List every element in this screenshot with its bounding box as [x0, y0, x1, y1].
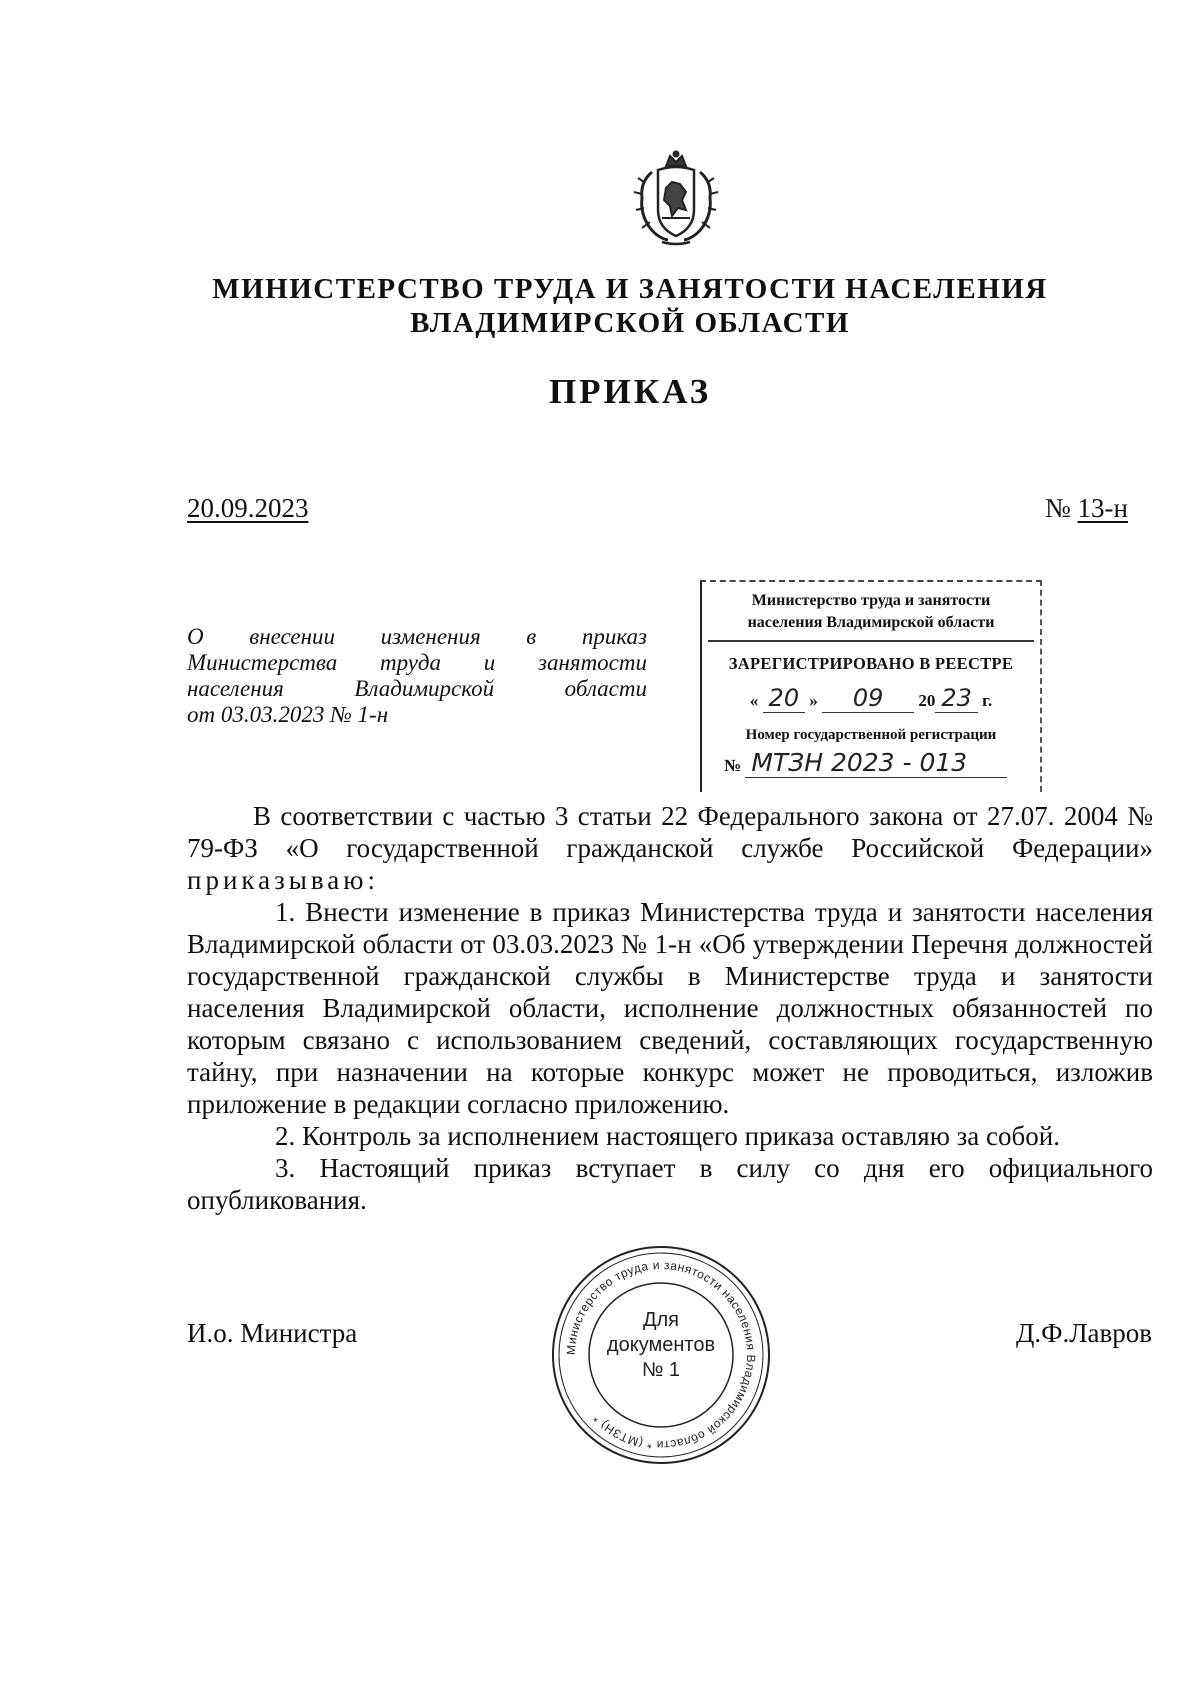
registered-label: ЗАРЕГИСТРИРОВАНО В РЕЕСТРЕ — [728, 654, 1014, 673]
order-item-2: 2. Контроль за исполнением настоящего приказа оставляю за собой. — [275, 1121, 1060, 1151]
order-subject-line: О внесении изменения в приказ — [187, 624, 647, 649]
order-body — [187, 800, 1153, 1216]
ministry-name — [160, 272, 1100, 340]
signatory-name: Д.Ф.Лавров — [1015, 1318, 1152, 1348]
order-subject-line: населения Владимирской области — [187, 676, 647, 701]
ministry-name-line2: ВЛАДИМИРСКОЙ ОБЛАСТИ — [410, 307, 850, 339]
seal-center-line2: документов — [606, 1334, 716, 1356]
order-item-3: 3. Настоящий приказ вступает в силу со дня его официального опубликования. — [187, 1153, 1153, 1215]
registration-stamp-org — [708, 582, 1034, 642]
ministry-name-line1: МИНИСТЕРСТВО ТРУДА И ЗАНЯТОСТИ НАСЕЛЕНИЯ — [212, 273, 1048, 305]
registration-stamp-org-line1: Министерство труда и занятости — [751, 592, 991, 609]
order-preamble — [187, 800, 1153, 896]
seal-center-line3: № 1 — [641, 1359, 681, 1381]
preamble-text: В соответствии с частью 3 статьи 22 Федерального закона от 27.07. 2004 № 79-ФЗ «О государственной гражданской службе Российской Федерации» — [187, 801, 1153, 863]
registration-number-prefix: № — [724, 756, 742, 775]
order-subject — [187, 624, 647, 728]
document-type-title: ПРИКАЗ — [548, 372, 712, 411]
order-number-prefix: № — [1045, 493, 1071, 523]
order-item-1: 1. Внести изменение в приказ Министерства труда и занятости населения Владимирской области от 03.03.2023 № 1-н «Об утверждении Перечня должностей государственной гражданской службы в Министерстве труда и занятости населения Владимирской области, исполнение должностных обязанностей по которым связано с использованием сведений, составляющих государственную тайну, при назначении на которые конкурс может не проводиться, изложив приложение в редакции согласно приложению. — [187, 897, 1153, 1119]
date-open-quote: « — [749, 691, 759, 710]
registration-year-prefix: 20 — [918, 691, 936, 710]
registration-month: 09 — [822, 684, 914, 713]
order-number-value: 13-н — [1077, 493, 1128, 523]
registration-number-label: Номер государственной регистрации — [745, 727, 997, 743]
order-number — [1045, 493, 1128, 524]
seal-center-line1: Для — [642, 1309, 680, 1331]
registration-day: 20 — [763, 684, 806, 713]
registration-number-value: МТЗН 2023 - 013 — [745, 748, 1007, 778]
registration-stamp-org-line2: населения Владимирской области — [747, 614, 995, 631]
seal-center-text — [546, 1308, 776, 1383]
registration-date — [702, 684, 1040, 713]
order-subject-line: Министерства труда и занятости — [187, 650, 647, 675]
coat-of-arms-icon — [628, 148, 724, 248]
registration-stamp — [700, 580, 1042, 792]
registration-year-suffix: 23 — [935, 684, 978, 713]
seal-ring-text: Министерство труда и занятости населения Владимирской области * (МТЗН) * — [563, 1257, 759, 1453]
order-subject-line: от 03.03.2023 № 1-н — [187, 702, 389, 727]
preamble-command: приказываю: — [187, 865, 379, 895]
date-separator: » — [809, 691, 818, 710]
registration-number — [702, 748, 1040, 778]
signatory-role: И.о. Министра — [187, 1318, 358, 1348]
registration-year-unit: г. — [982, 691, 993, 710]
order-date: 20.09.2023 — [187, 493, 309, 523]
